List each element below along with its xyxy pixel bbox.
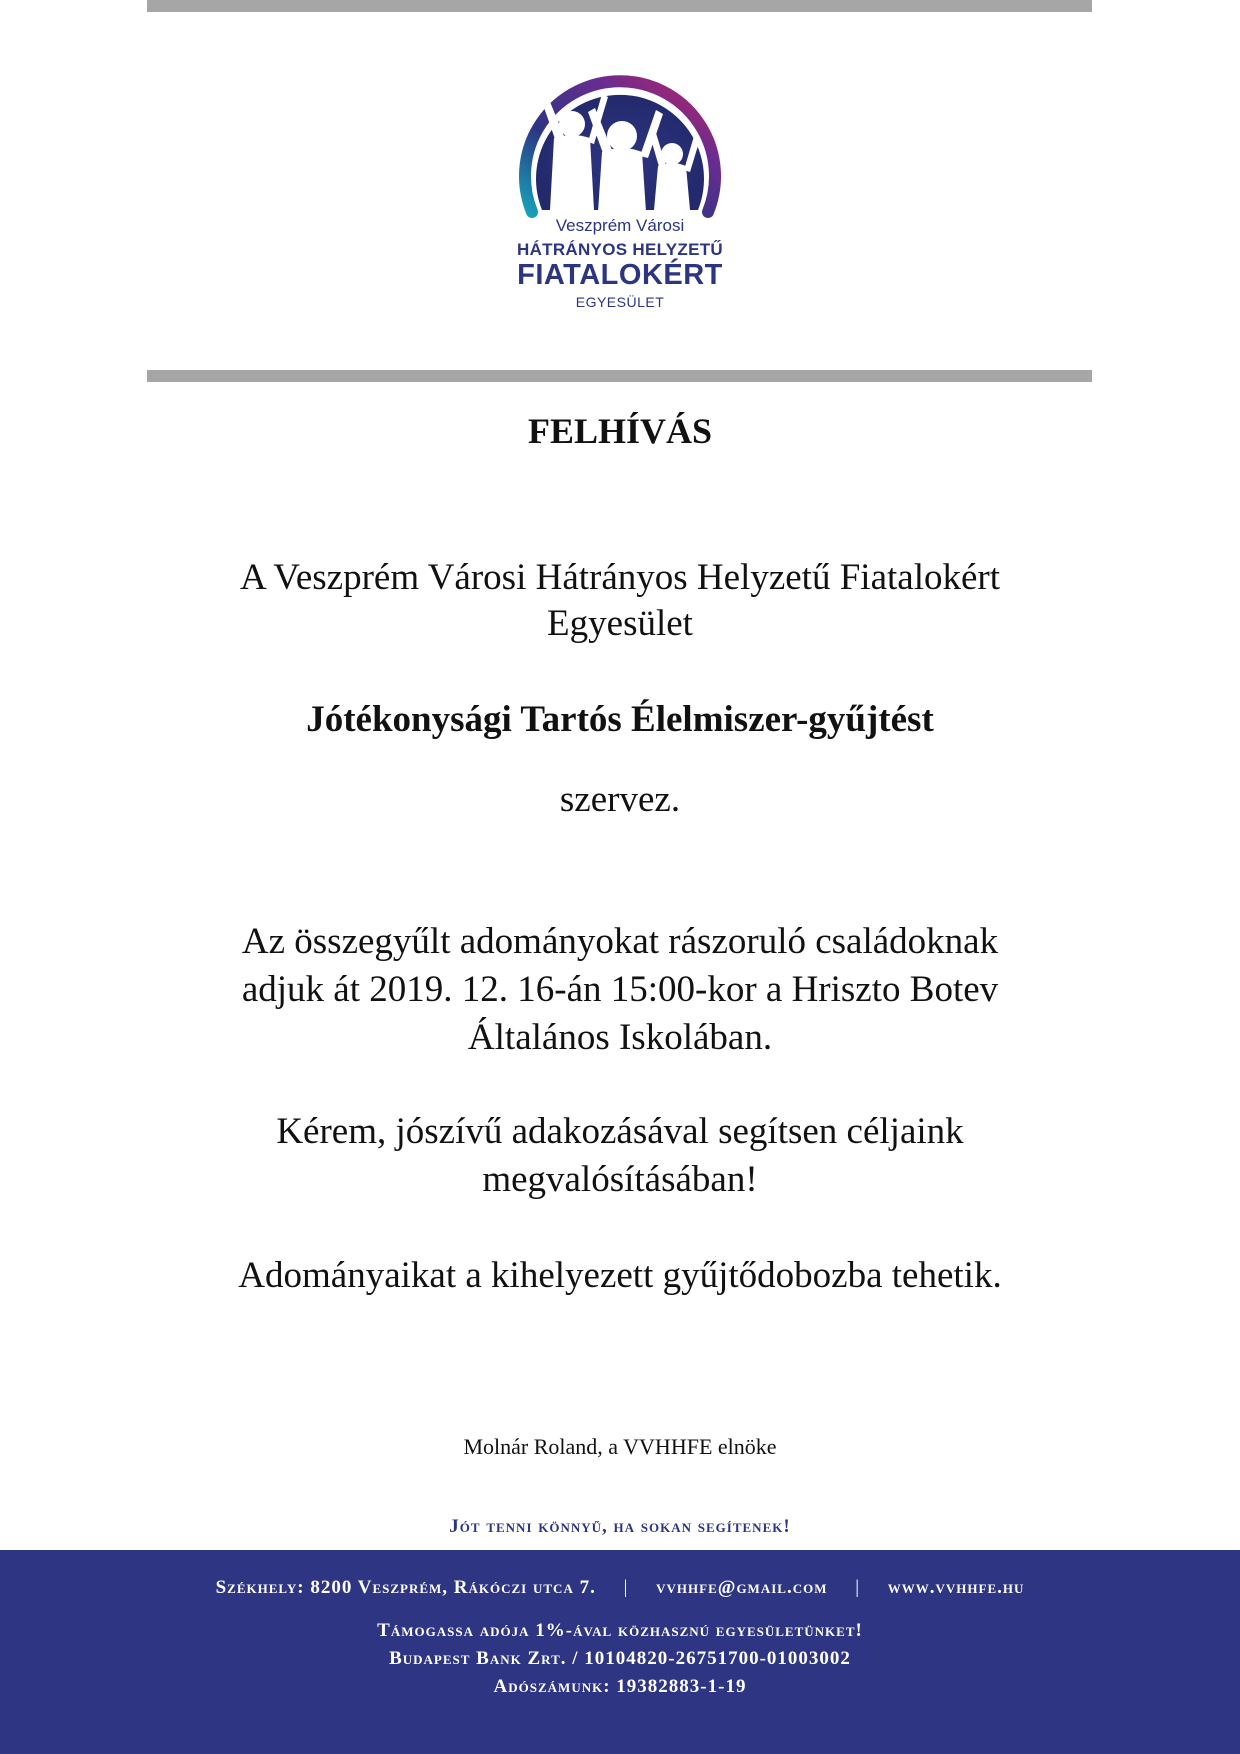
footer-contact-row: [0, 1577, 1240, 1599]
footer-tax-appeal: Támogassa adója 1%-ával közhasznú egyesületünket!: [377, 1620, 863, 1641]
donations-line3: Általános Iskolában.: [467, 1017, 773, 1058]
appeal-line1: Kérem, jószívű adakozásával segítsen céljaink: [276, 1111, 964, 1152]
logo-text-line3: FIATALOKÉRT: [517, 259, 723, 291]
organizer-paragraph: [140, 555, 1100, 647]
footer-bank-account: Budapest Bank Zrt. / 10104820-26751700-01003002: [389, 1648, 851, 1669]
signature: Molnár Roland, a VVHHFE elnöke: [463, 1434, 777, 1459]
footer-email[interactable]: vvhhfe@gmail.com: [656, 1577, 828, 1598]
organizer-line1: A Veszprém Városi Hátrányos Helyzetű Fiatalokért: [239, 557, 1001, 598]
organizer-line2: Egyesület: [547, 603, 693, 644]
header-divider: [147, 370, 1092, 382]
logo-text-line2: HÁTRÁNYOS HELYZETŰ: [517, 240, 723, 259]
footer-separator: |: [623, 1577, 629, 1598]
logo-text-line4: EGYESÜLET: [575, 294, 665, 310]
donations-line1: Az összegyűlt adományokat rászoruló családoknak: [241, 921, 999, 962]
appeal-line2: megvalósításában!: [482, 1159, 758, 1200]
dropoff-paragraph: Adományaikat a kihelyezett gyűjtődobozba tehetik.: [238, 1255, 1002, 1296]
motto: Jót tenni könnyű, ha sokan segítenek!: [449, 1516, 791, 1537]
top-rule: [147, 0, 1092, 12]
appeal-paragraph: [140, 1108, 1100, 1204]
footer-separator: |: [855, 1577, 861, 1598]
footer-website[interactable]: www.vvhhfe.hu: [887, 1577, 1025, 1598]
event-verb: szervez.: [559, 779, 681, 820]
donations-paragraph: [140, 918, 1100, 1062]
organization-logo: [510, 44, 730, 320]
event-title: Jótékonysági Tartós Élelmiszer-gyűjtést: [306, 699, 934, 740]
footer: [0, 1550, 1240, 1754]
logo-text-line1: Veszprém Városi: [555, 216, 685, 235]
page-title: FELHÍVÁS: [527, 411, 713, 451]
logo-emblem-icon: [510, 44, 730, 224]
footer-address: Székhely: 8200 Veszprém, Rákóczi utca 7.: [215, 1577, 596, 1598]
footer-tax-id: Adószámunk: 19382883-1-19: [493, 1676, 747, 1697]
donations-line2: adjuk át 2019. 12. 16-án 15:00-kor a Hriszto Botev: [241, 969, 999, 1010]
